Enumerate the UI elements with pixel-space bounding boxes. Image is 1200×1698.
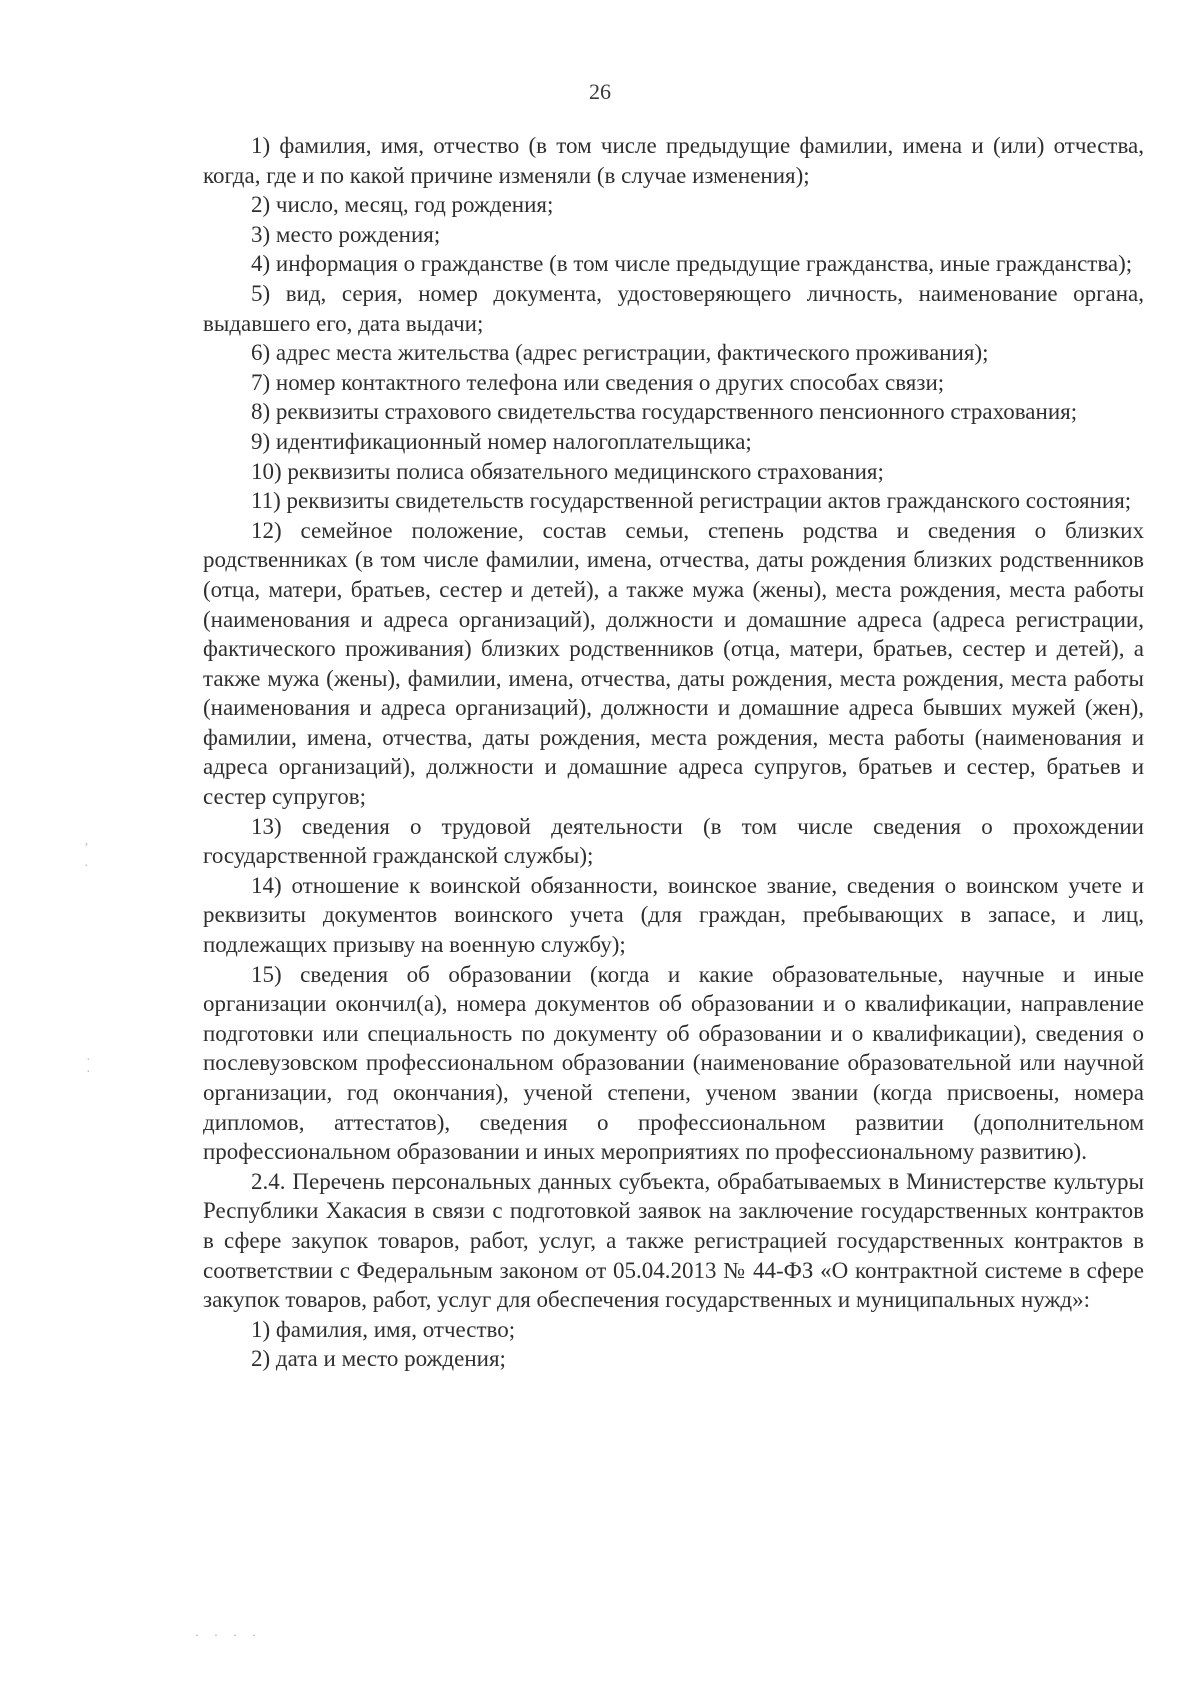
list-item: 2) число, месяц, год рождения; [251,192,554,218]
list-item: 10) реквизиты полиса обязательного медицинского страхования; [251,458,884,484]
list-item: 15) сведения об образовании (когда и какие образовательные, научные и иные организации окончил(а), номера документов об образовании и о квалификации, направление подготовки или специальность по документу об образовании и о квалификации), сведения о послевузовском профессиональном образовании (наименование образовательной или научной организации, год окончания), ученой степени, ученом звании (когда присвоены, номера дипломов, аттестатов), сведения о профессиональном развитии (дополнительном профессиональном образовании и иных мероприятиях по профессиональному развитию). [203,961,1144,1165]
list-item: 2) дата и место рождения; [251,1346,506,1372]
list-item: 7) номер контактного телефона или сведения о других способах связи; [251,369,945,395]
scan-margin-mark: · [84,859,89,874]
scan-margin-mark: · [86,1065,91,1080]
document-body [203,131,1144,1374]
list-item: 8) реквизиты страхового свидетельства государственного пенсионного страхования; [251,399,1078,425]
list-item: 5) вид, серия, номер документа, удостоверяющего личность, наименование органа, выдавшего его, дата выдачи; [203,280,1144,336]
list-item: 14) отношение к воинской обязанности, воинское звание, сведения о воинском учете и реквизиты документов воинского учета (для граждан, пребывающих в запасе, и лиц, подлежащих призыву на военную службу); [203,872,1144,958]
list-item: 6) адрес места жительства (адрес регистрации, фактического проживания); [251,340,989,366]
list-item: 1) фамилия, имя, отчество (в том числе предыдущие фамилии, имена и (или) отчества, когда, где и по какой причине изменяли (в случае изменения); [203,133,1144,188]
scan-margin-mark: · [86,1053,91,1068]
list-item: 4) информация о гражданстве (в том числе предыдущие гражданства, иные гражданства); [251,251,1133,277]
scan-bottom-marks: · · · · [195,1628,262,1642]
scan-margin-mark: ’ [84,841,89,856]
list-item: 3) место рождения; [251,221,441,247]
list-item: 12) семейное положение, состав семьи, степень родства и сведения о близких родственниках (в том числе фамилии, имена, отчества, даты рождения близких родственников (отца, матери, братьев, сестер и детей), а также мужа (жены), места рождения, места работы (наименования и адреса организаций), должности и домашние адреса (адреса регистрации, фактического проживания) близких родственников (отца, матери, братьев, сестер и детей), а также мужа (жены), фамилии, имена, отчества, даты рождения, места рождения, места работы (наименования и адреса организаций), должности и домашние адреса бывших мужей (жен), фамилии, имена, отчества, даты рождения, места рождения, места работы (наименования и адреса организаций), должности и домашние адреса супругов, братьев и сестер, братьев и сестер супругов; [203,517,1144,810]
page-number: 26 [589,79,611,104]
list-item: 11) реквизиты свидетельств государственной регистрации актов гражданского состояния; [251,488,1132,514]
list-item: 13) сведения о трудовой деятельности (в том числе сведения о прохождении государственной гражданской службы); [203,813,1144,869]
list-item: 1) фамилия, имя, отчество; [251,1316,516,1342]
section-paragraph: 2.4. Перечень персональных данных субъекта, обрабатываемых в Министерстве культуры Республики Хакасия в связи с подготовкой заявок на заключение государственных контрактов в сфере закупок товаров, работ, услуг, а также регистрацией государственных контрактов в соответствии с Федеральным законом от 05.04.2013 № 44-ФЗ «О контрактной системе в сфере закупок товаров, работ, услуг для обеспечения государственных и муниципальных нужд»: [203,1168,1144,1313]
list-item: 9) идентификационный номер налогоплательщика; [251,428,752,454]
